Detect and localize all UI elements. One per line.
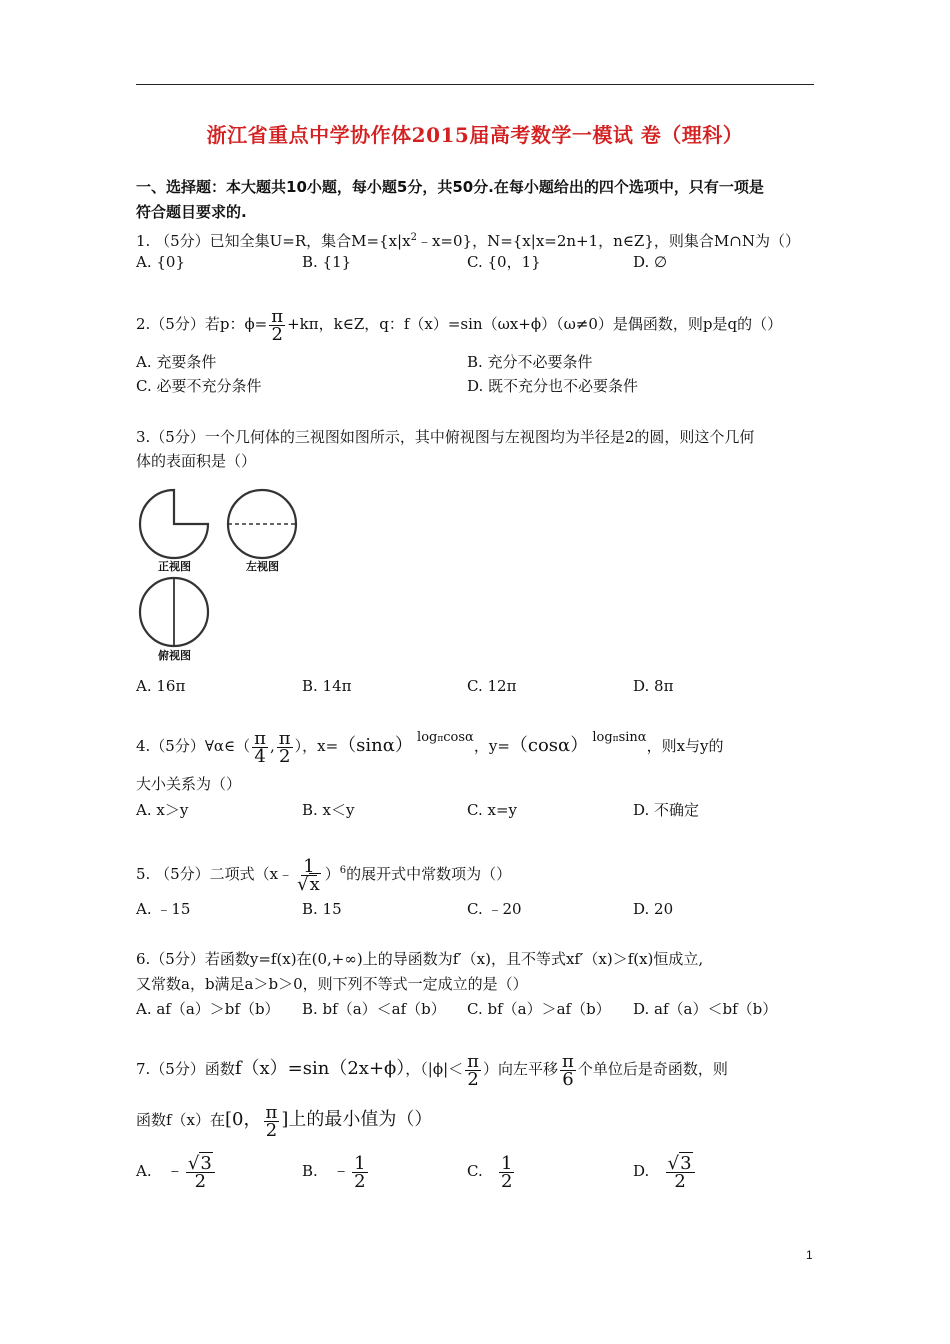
q4-stem: 4.（5分）∀α∈（ $\frac{\pi}{4}$ , $\frac{\pi}{2}$ ），x=（sinα） logπcosα，y=（cosα） logπsinα，则x与y的 — [136, 727, 724, 767]
q7-option-b: B. ﹣ $\frac{1}{2}$ — [302, 1152, 366, 1192]
q4-y-exponent: logπsinα — [592, 730, 647, 745]
q4-option-b: B. x＜y — [302, 801, 355, 819]
q2-option-c: C. 必要不充分条件 — [136, 377, 262, 395]
q3-stem-line2: 体的表面积是（） — [136, 452, 257, 470]
q7-option-c: C. $\frac{1}{2}$ — [467, 1152, 513, 1192]
q6-option-c: C. bf（a）＞af（b） — [467, 1000, 611, 1018]
q1-option-b: B. {1} — [302, 253, 352, 271]
q7-fraction-3: $\frac{\pi}{2}$ — [265, 1101, 278, 1141]
q3-option-c: C. 12π — [467, 677, 517, 695]
exam-title: 浙江省重点中学协作体2015届高考数学一模试 卷（理科） — [206, 123, 744, 147]
q3-front-view-figure — [136, 486, 212, 562]
q4-option-a: A. x＞y — [136, 801, 189, 819]
q6-option-b: B. bf（a）＜af（b） — [302, 1000, 446, 1018]
q3-left-view-figure — [224, 486, 300, 562]
q6-stem-line1: 6.（5分）若函数y=f(x)在(0,+∞)上的导函数为f′（x)，且不等式xf′（x)＞f(x)恒成立, — [136, 950, 704, 968]
q4-x-exponent: logπcosα — [417, 730, 474, 745]
section-heading-line1: 一、选择题：本大题共10小题，每小题5分，共50分.在每小题给出的四个选项中，只有一项是 — [136, 178, 764, 196]
page-number: 1 — [806, 1248, 813, 1262]
q5-fraction: $\frac{1}{√x}$ — [297, 855, 320, 895]
q3-stem-line1: 3.（5分）一个几何体的三视图如图所示，其中俯视图与左视图均为半径是2的圆，则这个几何 — [136, 428, 755, 446]
section-heading-line2: 符合题目要求的. — [136, 203, 247, 221]
q4-fraction-1: $\frac{\pi}{4}$ — [254, 727, 266, 767]
q1-stem: 1. （5分）已知全集U=R，集合$M=\{x|x^2﹣x=0\}$，N={x|x=2n+1，n∈Z}，则集合M∩N为（） — [136, 232, 800, 250]
q2-option-b: B. 充分不必要条件 — [467, 353, 593, 371]
q5-stem: 5. （5分）二项式（x﹣ $\frac{1}{√x}$ ）$^6$的展开式中常数项为（） — [136, 855, 512, 895]
q5-option-a: A. ﹣15 — [136, 900, 191, 918]
q3-option-d: D. 8π — [633, 677, 674, 695]
q1-option-c: C. {0，1} — [467, 253, 541, 271]
q2-fraction: $\frac{\pi}{2}$ — [271, 305, 284, 345]
q7-function: f（x）=sin（2x+ϕ） — [234, 1058, 406, 1079]
q5-option-b: B. 15 — [302, 900, 342, 918]
q2-option-a: A. 充要条件 — [136, 353, 217, 371]
q6-stem-line2: 又常数a，b满足a＞b＞0，则下列不等式一定成立的是（） — [136, 975, 528, 993]
q4-option-c: C. x=y — [467, 801, 517, 819]
q7-fraction-2: $\frac{\pi}{6}$ — [562, 1050, 574, 1090]
q7-option-a: A. ﹣ $\frac{√3}{2}$ — [136, 1150, 217, 1192]
q7-stem: 7.（5分）函数f（x）=sin（2x+ϕ），（|ϕ|＜ $\frac{\pi}{2}$ ）向左平移 $\frac{\pi}{6}$ 个单位后是奇函数，则 — [136, 1050, 728, 1090]
q3-option-b: B. 14π — [302, 677, 352, 695]
q3-front-view-label: 正视图 — [158, 560, 191, 573]
q7-fraction-1: $\frac{\pi}{2}$ — [467, 1050, 479, 1090]
q2-option-d: D. 既不充分也不必要条件 — [467, 377, 639, 395]
q3-option-a: A. 16π — [136, 677, 186, 695]
q5-option-c: C. ﹣20 — [467, 900, 522, 918]
q3-top-view-figure — [136, 574, 212, 650]
q1-option-a: A. {0} — [136, 253, 185, 271]
q5-option-d: D. 20 — [633, 900, 674, 918]
q7-stem-line2: 函数f（x）在[0， $\frac{\pi}{2}$ ]上的最小值为（） — [136, 1101, 433, 1141]
q1-option-d: D. ∅ — [633, 253, 668, 271]
q2-stem: 2.（5分）若p：ϕ= $\frac{\pi}{2}$ +kπ，k∈Z，q：f（x）=sin（ωx+ϕ）（ω≠0）是偶函数，则p是q的（） — [136, 305, 783, 345]
q4-y-base: （cosα） — [509, 735, 589, 756]
q6-option-d: D. af（a）＜bf（b） — [633, 1000, 778, 1018]
q3-left-view-label: 左视图 — [246, 560, 279, 573]
q4-x-base: （sinα） — [338, 735, 413, 756]
q4-stem-line2: 大小关系为（） — [136, 775, 242, 793]
q6-option-a: A. af（a）＞bf（b） — [136, 1000, 280, 1018]
q7-option-d: D. $\frac{√3}{2}$ — [633, 1150, 697, 1192]
q4-fraction-2: $\frac{\pi}{2}$ — [278, 727, 291, 767]
q3-top-view-label: 俯视图 — [158, 649, 191, 662]
q4-option-d: D. 不确定 — [633, 801, 700, 819]
header-rule — [136, 84, 814, 85]
